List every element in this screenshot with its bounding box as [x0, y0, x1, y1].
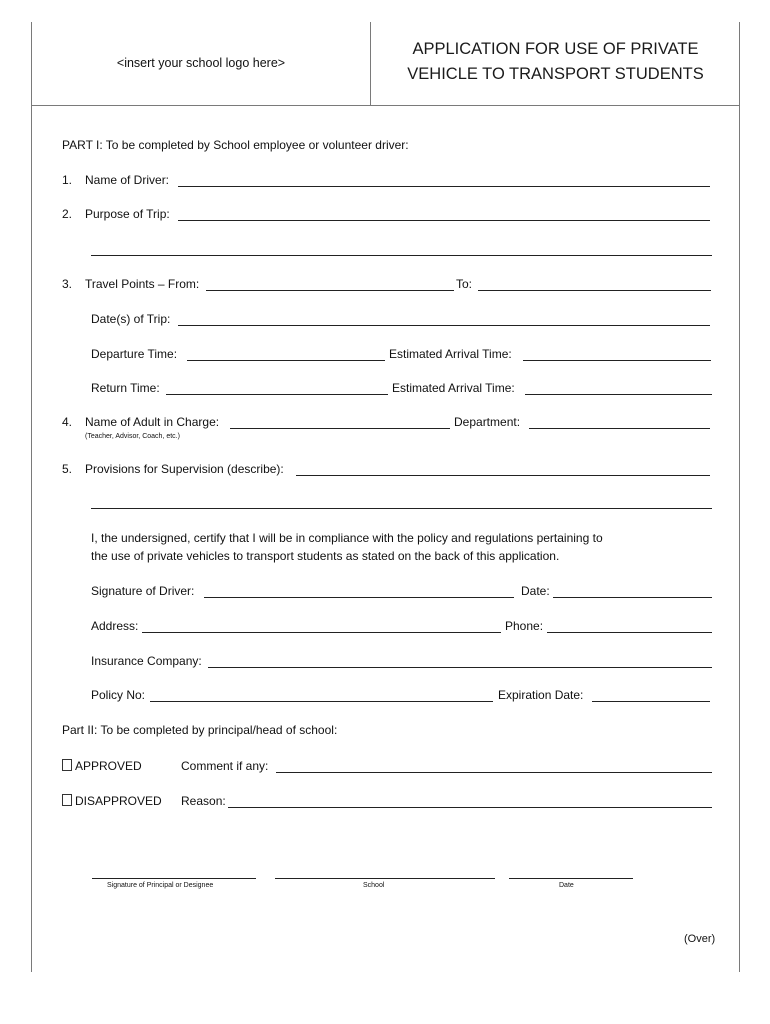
certify-text-line1: I, the undersigned, certify that I will be in compliance with the policy and regulations pertaining to	[91, 531, 603, 545]
departure-time-field[interactable]	[187, 360, 385, 361]
trip-dates-field[interactable]	[178, 325, 710, 326]
signature-date-label: Date:	[521, 584, 550, 598]
est-arrival-field-2[interactable]	[525, 394, 712, 395]
adult-in-charge-hint: (Teacher, Advisor, Coach, etc.)	[85, 433, 180, 440]
expiration-date-label: Expiration Date:	[498, 688, 584, 702]
item4-number: 4.	[62, 415, 73, 429]
item5-number: 5.	[62, 462, 73, 476]
insurance-label: Insurance Company:	[91, 654, 202, 668]
supervision-label: Provisions for Supervision (describe):	[85, 462, 284, 476]
travel-from-field[interactable]	[206, 290, 454, 291]
school-signature-field[interactable]	[275, 878, 495, 879]
approved-checkbox[interactable]	[62, 759, 72, 771]
policy-number-label: Policy No:	[91, 688, 146, 702]
address-label: Address:	[91, 619, 139, 633]
return-time-field[interactable]	[166, 394, 388, 395]
form-title-line1: APPLICATION FOR USE OF PRIVATE	[412, 40, 699, 58]
address-field[interactable]	[142, 632, 501, 633]
approved-label: APPROVED	[75, 759, 142, 773]
travel-to-field[interactable]	[478, 290, 711, 291]
principal-signature-label: Signature of Principal or Designee	[107, 882, 214, 889]
part1-heading: PART I: To be completed by School employee or volunteer driver:	[62, 138, 409, 152]
est-arrival-label-2: Estimated Arrival Time:	[392, 381, 515, 395]
department-label: Department:	[454, 415, 521, 429]
phone-field[interactable]	[547, 632, 712, 633]
department-field[interactable]	[529, 428, 710, 429]
approval-date-field[interactable]	[509, 878, 633, 879]
trip-dates-label: Date(s) of Trip:	[91, 312, 171, 326]
item1-number: 1.	[62, 173, 73, 187]
driver-name-label: Name of Driver:	[85, 173, 170, 187]
travel-to-label: To:	[456, 277, 473, 291]
disapproved-label: DISAPPROVED	[75, 794, 162, 808]
trip-purpose-field-line2[interactable]	[91, 255, 712, 256]
part2-heading: Part II: To be completed by principal/head of school:	[62, 723, 338, 737]
approval-date-label: Date	[559, 882, 574, 889]
est-arrival-field-1[interactable]	[523, 360, 711, 361]
departure-time-label: Departure Time:	[91, 347, 178, 361]
adult-in-charge-field[interactable]	[230, 428, 450, 429]
trip-purpose-label: Purpose of Trip:	[85, 207, 170, 221]
item2-number: 2.	[62, 207, 73, 221]
driver-signature-label: Signature of Driver:	[91, 584, 195, 598]
signature-date-field[interactable]	[553, 597, 712, 598]
disapproved-option[interactable]	[62, 794, 162, 808]
phone-label: Phone:	[505, 619, 544, 633]
policy-number-field[interactable]	[150, 701, 493, 702]
return-time-label: Return Time:	[91, 381, 160, 395]
logo-placeholder: <insert your school logo here>	[116, 56, 286, 70]
disapproved-checkbox[interactable]	[62, 794, 72, 806]
header-bottom-rule	[31, 105, 740, 106]
left-border	[31, 22, 32, 972]
comment-label: Comment if any:	[181, 759, 269, 773]
travel-from-label: Travel Points – From:	[85, 277, 200, 291]
trip-purpose-field[interactable]	[178, 220, 710, 221]
form-title-line2: VEHICLE TO TRANSPORT STUDENTS	[407, 65, 704, 83]
comment-field[interactable]	[276, 772, 712, 773]
supervision-field-line2[interactable]	[91, 508, 712, 509]
item3-number: 3.	[62, 277, 73, 291]
approved-option[interactable]	[62, 759, 142, 773]
supervision-field[interactable]	[296, 475, 710, 476]
reason-label: Reason:	[181, 794, 226, 808]
expiration-date-field[interactable]	[592, 701, 710, 702]
driver-name-field[interactable]	[178, 186, 710, 187]
driver-signature-field[interactable]	[204, 597, 514, 598]
right-border	[739, 22, 740, 972]
principal-signature-field[interactable]	[92, 878, 256, 879]
certify-text-line2: the use of private vehicles to transport students as stated on the back of this application.	[91, 549, 560, 563]
insurance-field[interactable]	[208, 667, 712, 668]
header-divider	[370, 22, 371, 105]
school-label: School	[363, 882, 385, 889]
reason-field[interactable]	[228, 807, 712, 808]
over-note: (Over)	[684, 933, 716, 945]
est-arrival-label-1: Estimated Arrival Time:	[389, 347, 512, 361]
adult-in-charge-label: Name of Adult in Charge:	[85, 415, 220, 429]
